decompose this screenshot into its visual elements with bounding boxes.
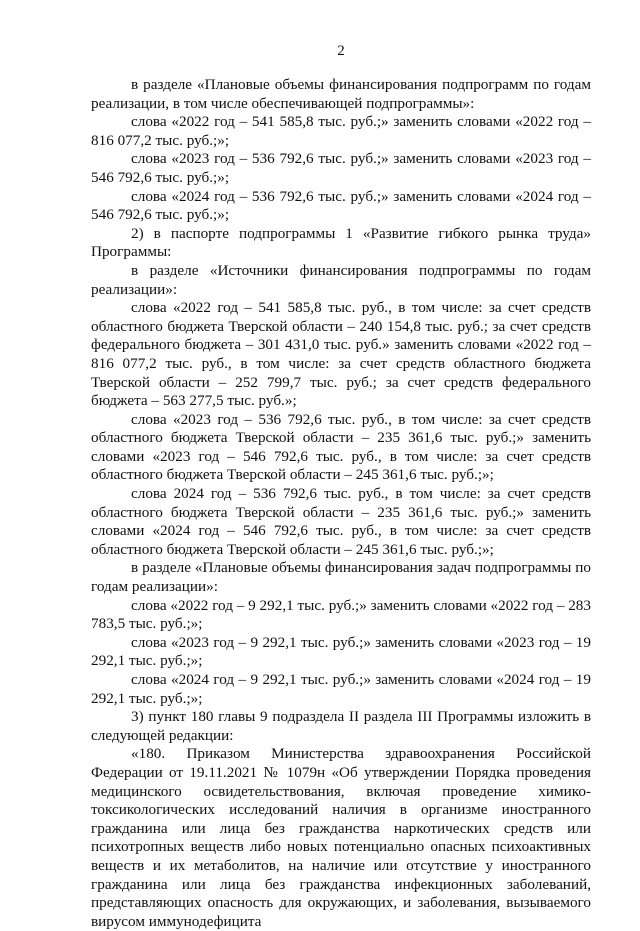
- paragraph: слова 2024 год – 536 792,6 тыс. руб., в том числе: за счет средств областного бюджета Тверской области – 235 361,6 тыс. руб.;» заменить словами «2024 год – 546 792,6 тыс. руб., в том числе: за счет средств областного бюджета Тверской области – 245 361,6 тыс. руб.;»;: [91, 485, 591, 558]
- paragraph: слова «2022 год – 9 292,1 тыс. руб.;» заменить словами «2022 год – 283 783,5 тыс. руб.;»;: [91, 596, 591, 633]
- paragraph: в разделе «Плановые объемы финансирования задач подпрограммы по годам реализации»:: [91, 559, 591, 596]
- paragraph: слова «2024 год – 9 292,1 тыс. руб.;» заменить словами «2024 год – 19 292,1 тыс. руб.;»;: [91, 671, 591, 707]
- document-page: [91, 42, 591, 931]
- paragraph: слова «2023 год – 536 792,6 тыс. руб.;» заменить словами «2023 год – 546 792,6 тыс. руб.;»;: [91, 150, 591, 186]
- paragraph: слова «2024 год – 536 792,6 тыс. руб.;» заменить словами «2024 год – 546 792,6 тыс. руб.;»;: [91, 187, 591, 224]
- paragraph: «180. Приказом Министерства здравоохранения Российской Федерации от 19.11.2021 № 1079н «Об утверждении Порядка проведения медицинского освидетельствования, включая проведение химико-токсикологических исследований наличия в организме иностранного гражданина или лица без гражданства наркотических средств или психотропных веществ либо новых потенциально опасных психоактивных веществ и их метаболитов, на наличие или отсутствие у иностранного гражданина или лица без гражданства инфекционных заболеваний, представляющих опасность для окружающих, и заболевания, вызываемого вирусом иммунодефицита: [91, 745, 591, 930]
- paragraph: 3) пункт 180 главы 9 подраздела II раздела III Программы изложить в следующей редакции:: [91, 708, 591, 744]
- paragraph: в разделе «Плановые объемы финансирования подпрограмм по годам реализации, в том числе обеспечивающей подпрограммы»:: [91, 76, 591, 112]
- paragraph: 2) в паспорте подпрограммы 1 «Развитие гибкого рынка труда» Программы:: [91, 224, 591, 261]
- paragraph: слова «2023 год – 9 292,1 тыс. руб.;» заменить словами «2023 год – 19 292,1 тыс. руб.;»;: [91, 633, 591, 670]
- paragraph: слова «2022 год – 541 585,8 тыс. руб., в том числе: за счет средств областного бюджета Тверской области – 240 154,8 тыс. руб.; за счет средств федерального бюджета – 301 431,0 тыс. руб.» заменить словами «2022 год – 816 077,2 тыс. руб., в том числе: за счет средств областного бюджета Тверской области – 252 799,7 тыс. руб.; за счет средств федерального бюджета – 563 277,5 тыс. руб.»;: [91, 299, 591, 410]
- page-number: 2: [337, 43, 345, 59]
- paragraph: слова «2023 год – 536 792,6 тыс. руб., в том числе: за счет средств областного бюджета Тверской области – 235 361,6 тыс. руб.;» заменить словами «2023 год – 546 792,6 тыс. руб., в том числе: за счет средств областного бюджета Тверской области – 245 361,6 тыс. руб.;»;: [91, 410, 591, 484]
- paragraph: в разделе «Источники финансирования подпрограммы по годам реализации»:: [91, 261, 591, 298]
- paragraph: слова «2022 год – 541 585,8 тыс. руб.;» заменить словами «2022 год – 816 077,2 тыс. руб.;»;: [91, 113, 591, 149]
